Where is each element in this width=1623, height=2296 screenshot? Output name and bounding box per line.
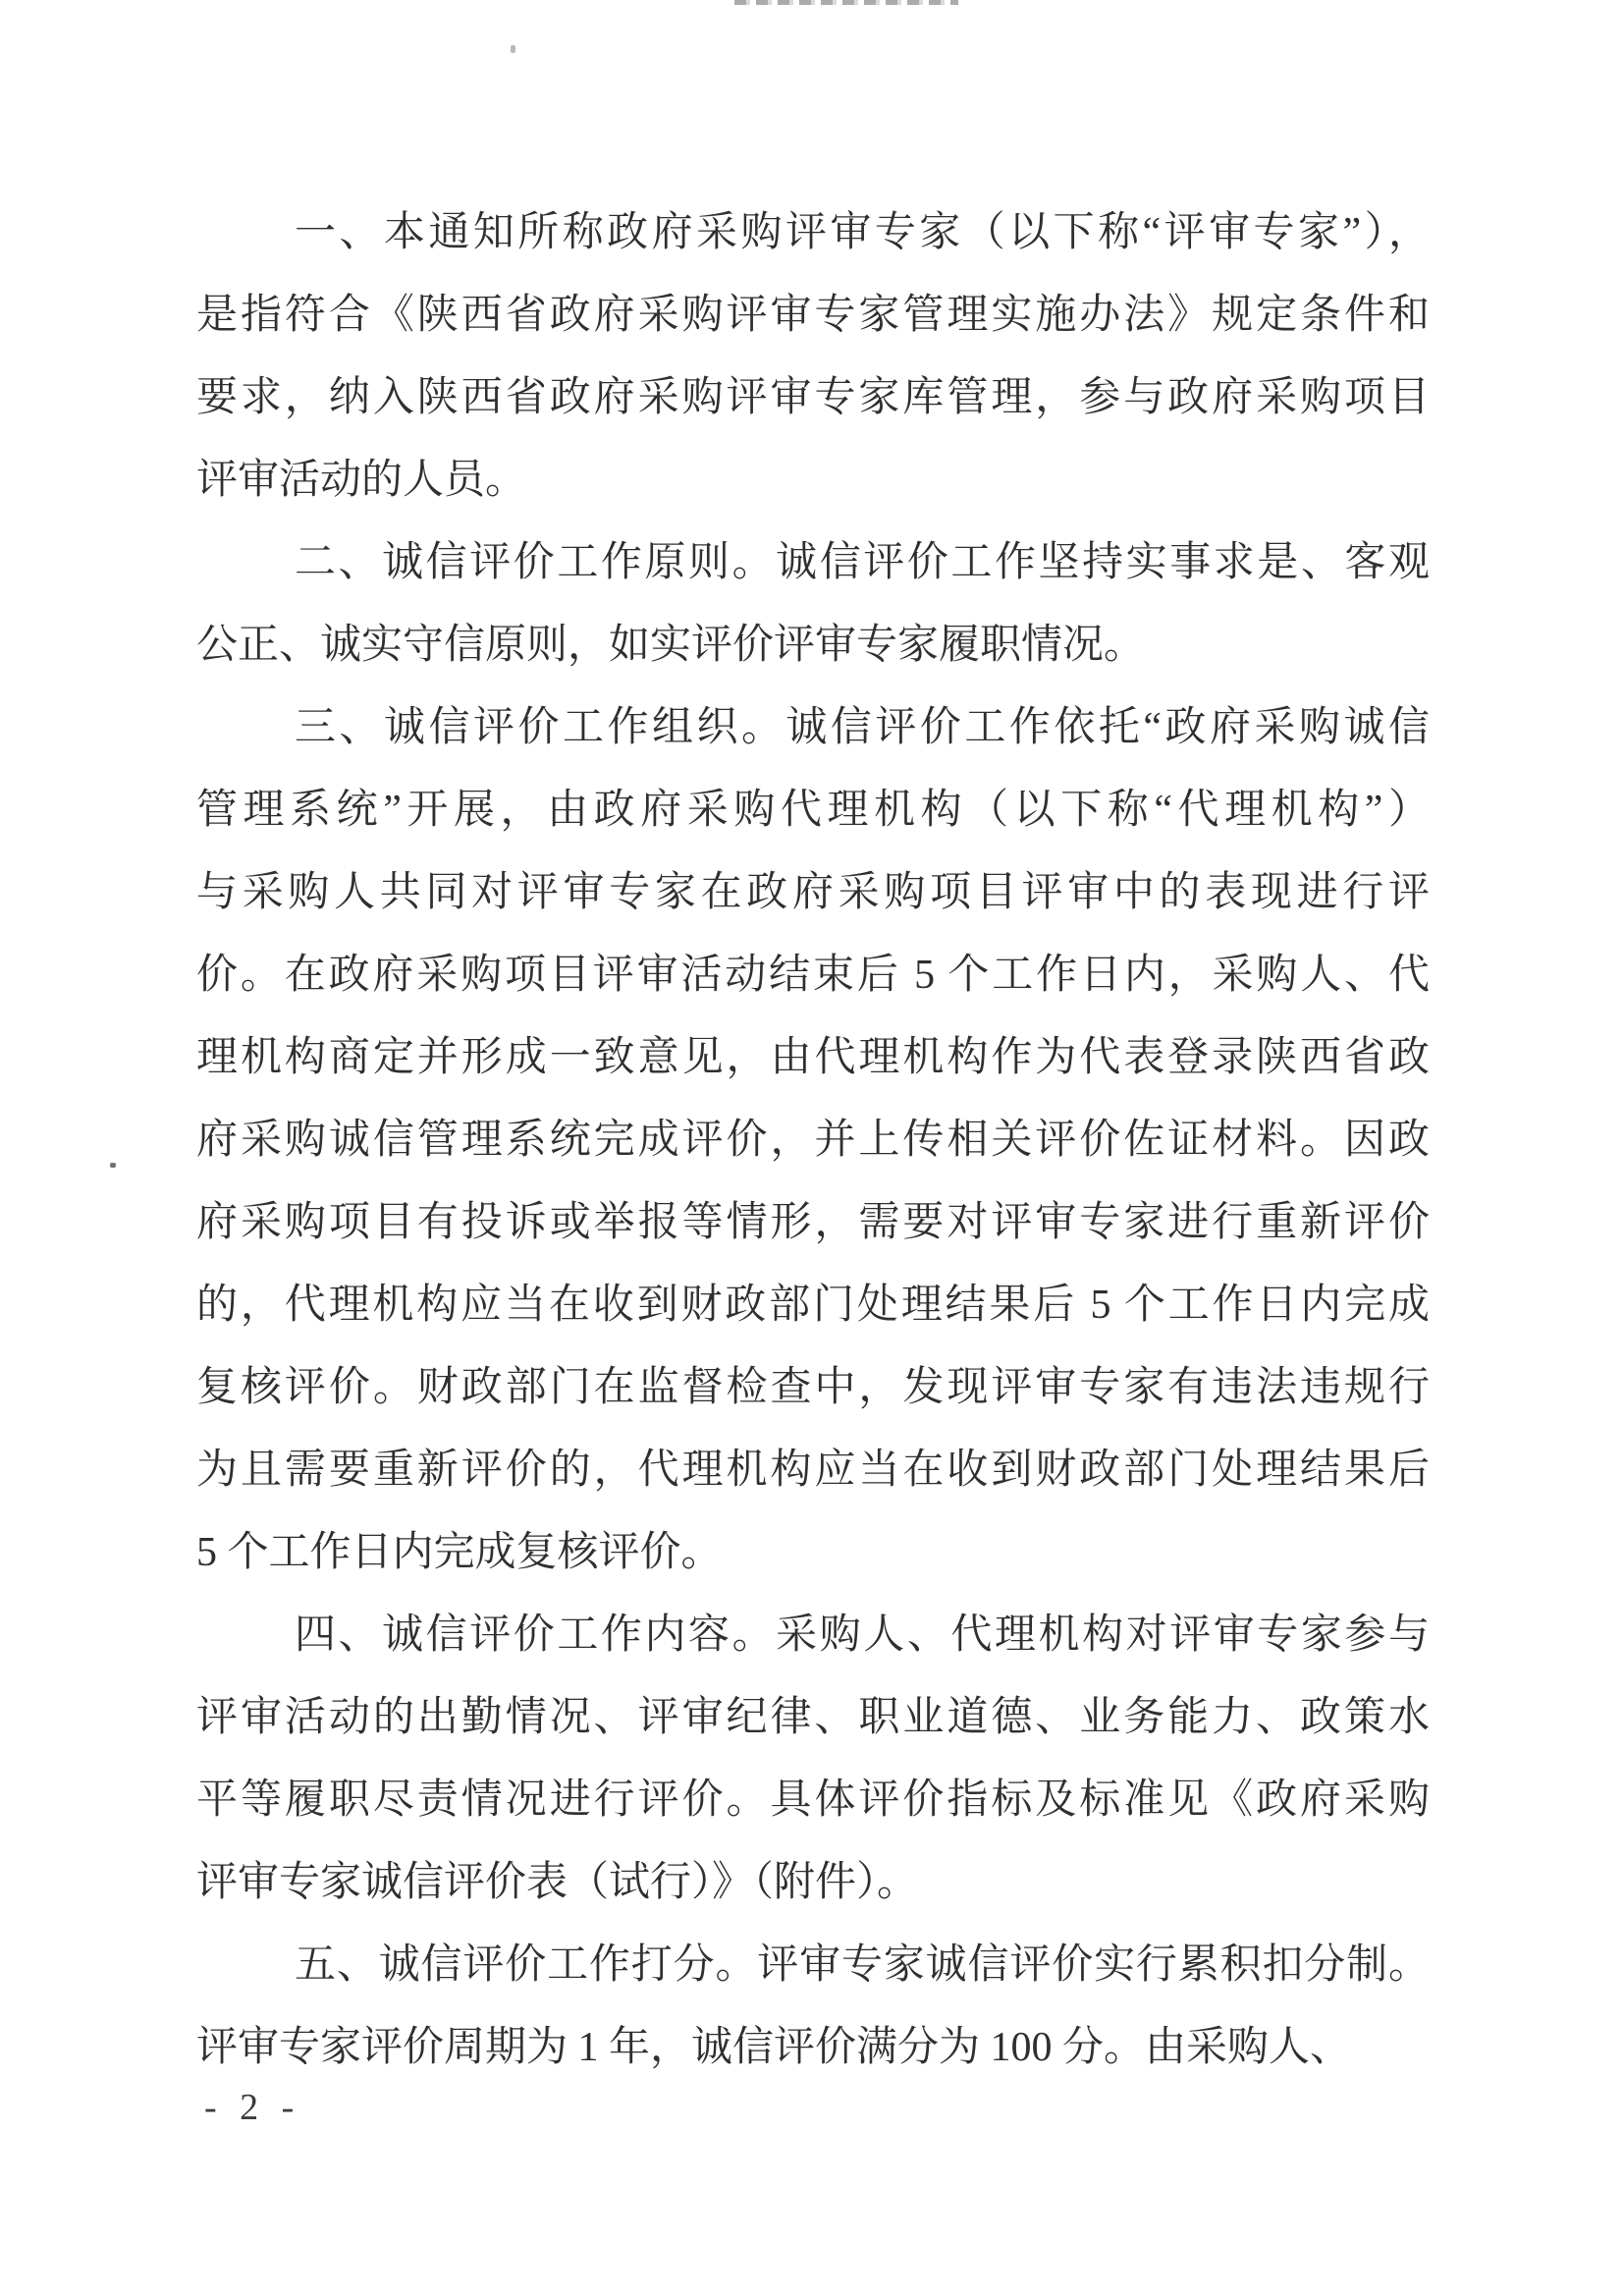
text-line: 府采购项目有投诉或举报等情形，需要对评审专家进行重新评价 (196, 1200, 1430, 1245)
text-line: 五、诚信评价工作打分。评审专家诚信评价实行累积扣分制。 (295, 1942, 1430, 1988)
text-line: 5 个工作日内完成复核评价。 (196, 1530, 723, 1575)
text-line: 平等履职尽责情况进行评价。具体评价指标及标准见《政府采购 (196, 1777, 1430, 1823)
page-number: - 2 - (204, 2087, 301, 2128)
text-line: 评审活动的人员。 (196, 458, 527, 503)
text-line: 是指符合《陕西省政府采购评审专家管理实施办法》规定条件和 (196, 293, 1430, 338)
text-line: 复核评价。财政部门在监督检查中，发现评审专家有违法违规行 (196, 1365, 1430, 1410)
scan-speck (511, 45, 515, 53)
text-line: 管理系统”开展，由政府采购代理机构（以下称“代理机构”） (196, 788, 1430, 833)
text-line: 与采购人共同对评审专家在政府采购项目评审中的表现进行评 (196, 870, 1430, 915)
text-line: 价。在政府采购项目评审活动结束后 5 个工作日内，采购人、代 (196, 953, 1430, 998)
text-line: 二、诚信评价工作原则。诚信评价工作坚持实事求是、客观 (295, 540, 1430, 585)
text-line: 一、本通知所称政府采购评审专家（以下称“评审专家”）， (295, 210, 1430, 255)
text-line: 三、诚信评价工作组织。诚信评价工作依托“政府采购诚信 (295, 705, 1430, 750)
text-line: 理机构商定并形成一致意见，由代理机构作为代表登录陕西省政 (196, 1035, 1430, 1080)
body-text (196, 191, 1430, 2089)
text-line: 为且需要重新评价的，代理机构应当在收到财政部门处理结果后 (196, 1448, 1430, 1493)
scan-artifact-top-dash (734, 0, 958, 5)
text-line: 公正、诚实守信原则，如实评价评审专家履职情况。 (196, 623, 1146, 668)
scan-speck (110, 1163, 116, 1168)
text-line: 评审专家诚信评价表（试行）》（附件）。 (196, 1860, 919, 1905)
text-line: 府采购诚信管理系统完成评价，并上传相关评价佐证材料。因政 (196, 1118, 1430, 1163)
text-line: 评审活动的出勤情况、评审纪律、职业道德、业务能力、政策水 (196, 1695, 1430, 1740)
text-line: 评审专家评价周期为 1 年，诚信评价满分为 100 分。由采购人、 (196, 2025, 1352, 2070)
text-line: 的，代理机构应当在收到财政部门处理结果后 5 个工作日内完成 (196, 1283, 1430, 1328)
text-line: 要求，纳入陕西省政府采购评审专家库管理，参与政府采购项目 (196, 375, 1430, 420)
text-line: 四、诚信评价工作内容。采购人、代理机构对评审专家参与 (295, 1613, 1430, 1658)
